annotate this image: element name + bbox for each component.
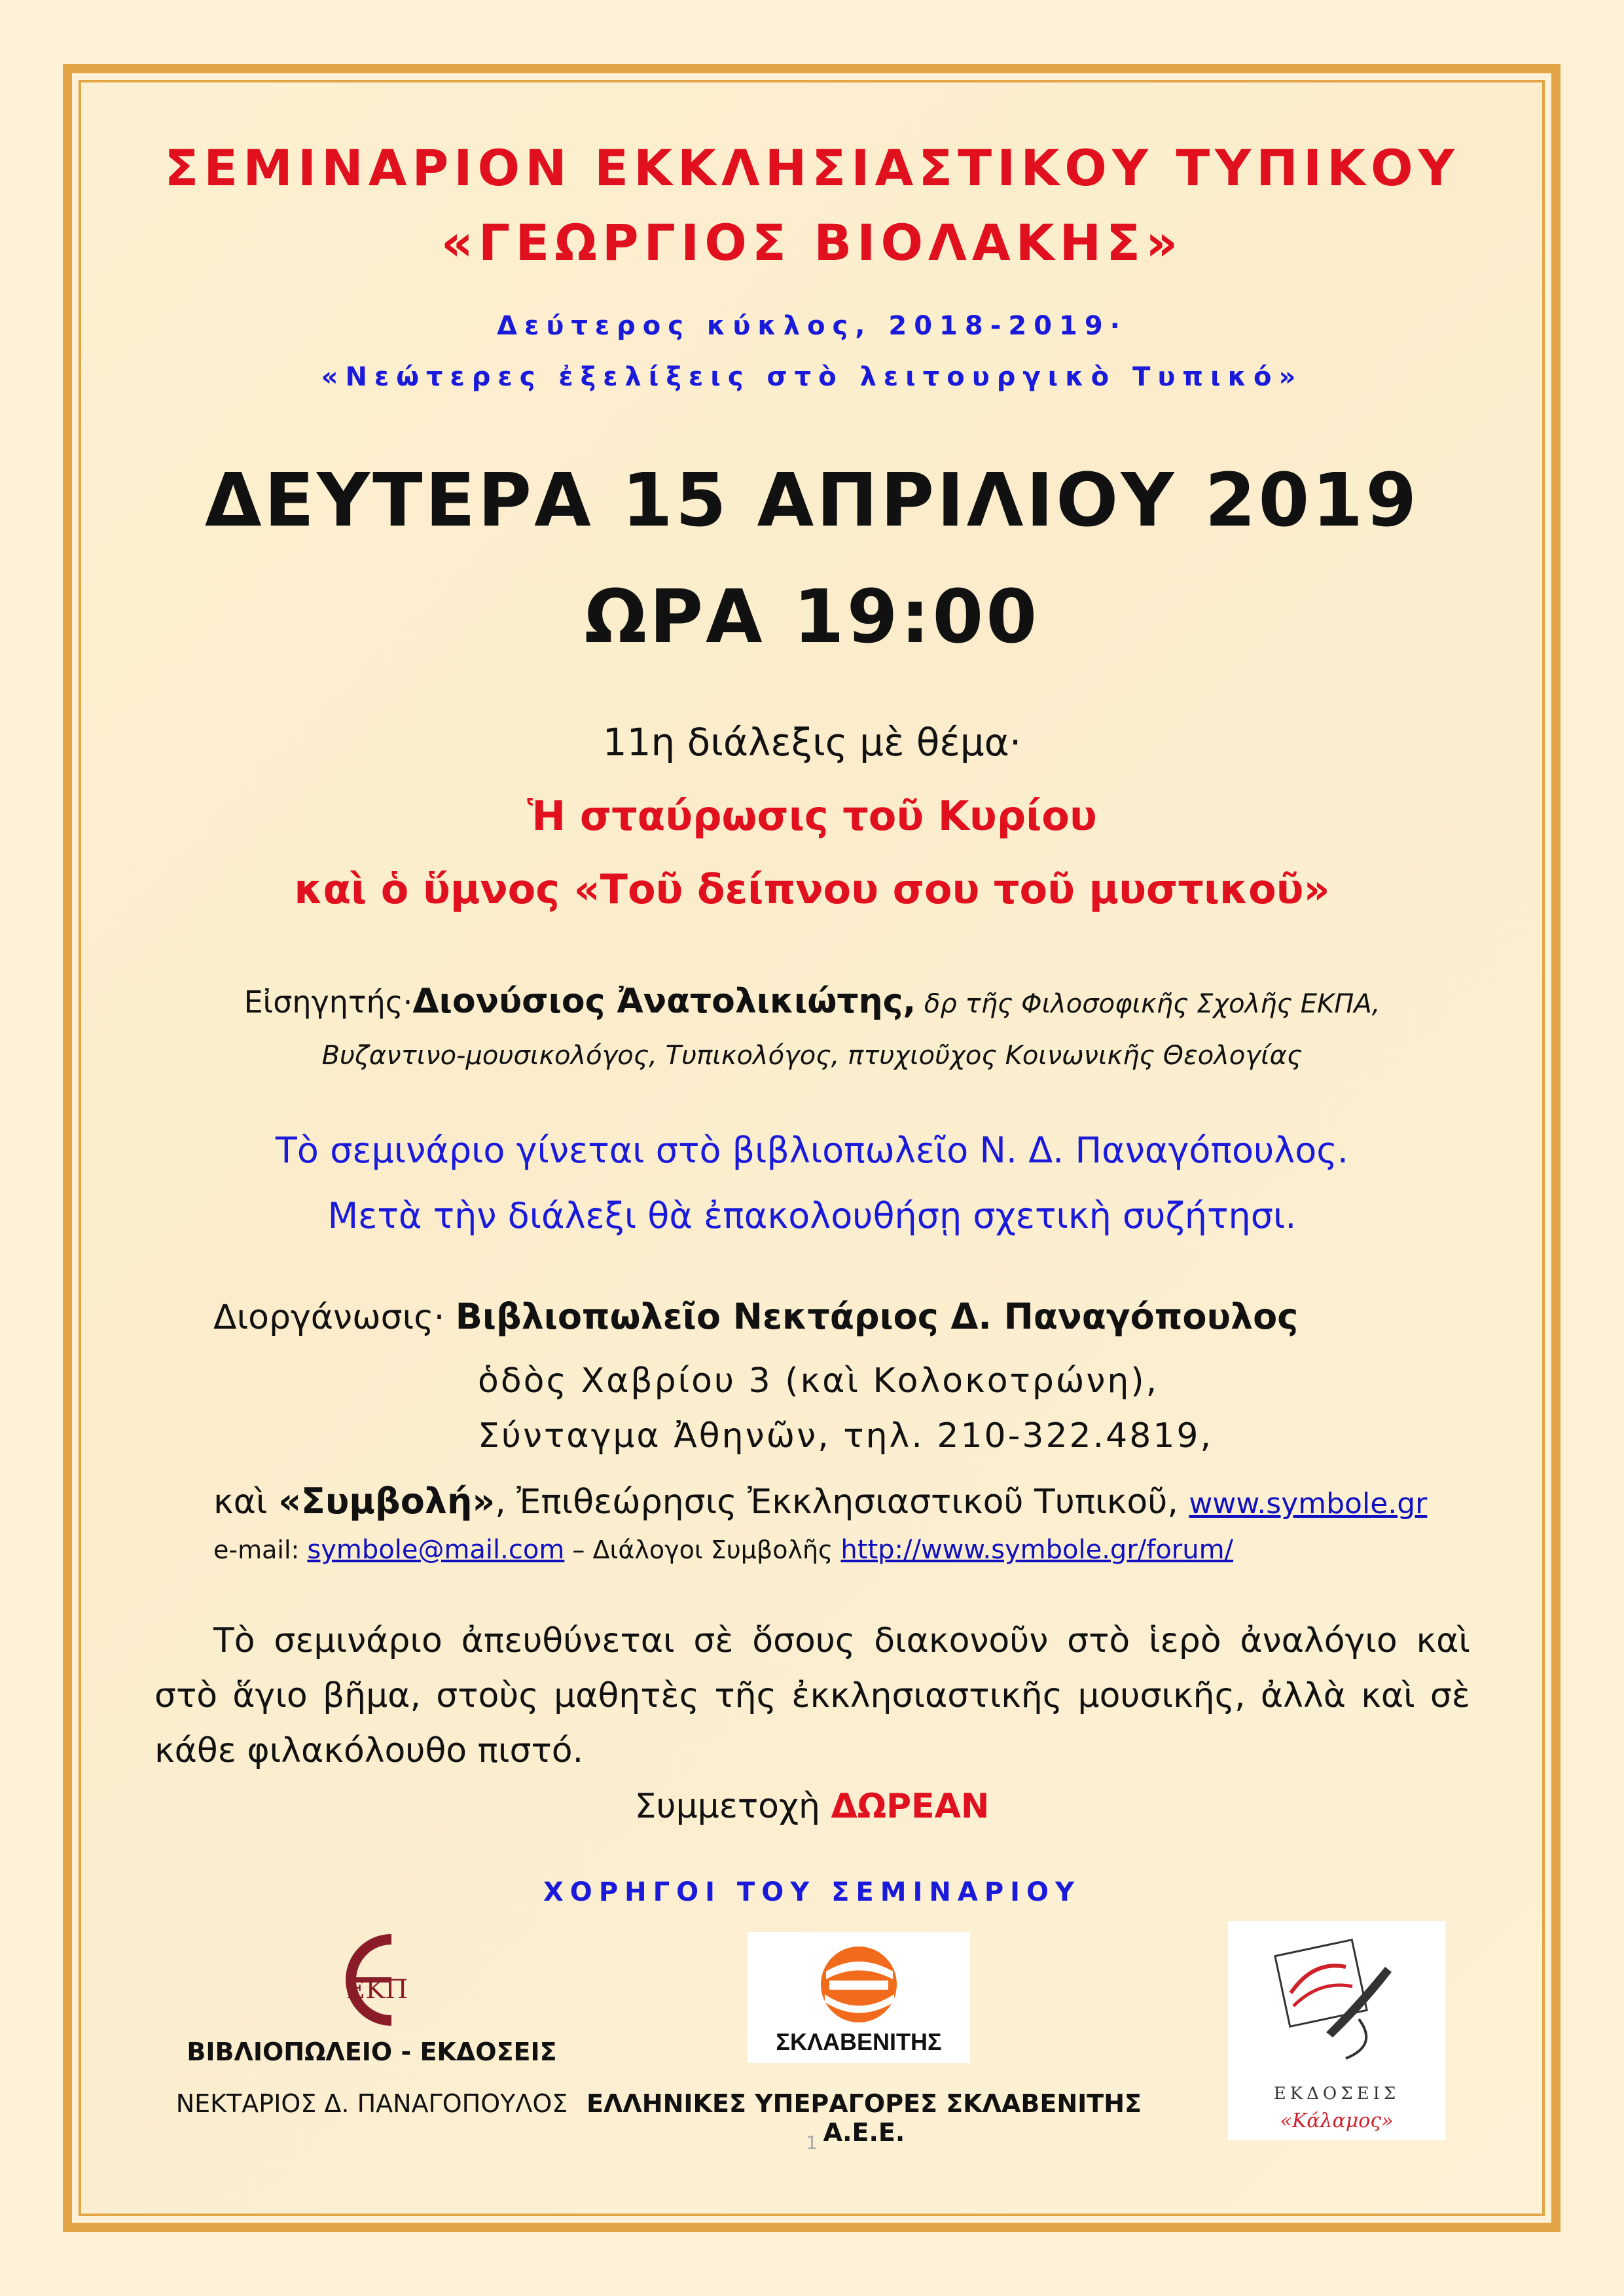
event-time: ΩΡΑ 19:00 [584, 575, 1040, 660]
speaker-desc-2: Βυζαντινο-μουσικολόγος, Τυπικολόγος, πτυχιοῦχος Κοινωνικῆς Θεολογίας [321, 1041, 1303, 1071]
audience-paragraph [154, 1613, 1470, 1778]
organizer-line [213, 1296, 1298, 1337]
contact-line [213, 1535, 1233, 1565]
kalamos-logo [1228, 1921, 1445, 2140]
event-date: ΔΕΥΤΕΡΑ 15 ΑΠΡΙΛΙΟΥ 2019 [204, 458, 1420, 543]
venue-line1: Τὸ σεμινάριο γίνεται στὸ βιβλιοπωλεῖο Ν. Δ. Παναγόπουλος. [275, 1130, 1349, 1171]
symbol-line [213, 1480, 1427, 1522]
lecture-intro: 11η διάλεξις μὲ θέμα· [602, 720, 1022, 764]
sponsors-heading: ΧΟΡΗΓΟΙ ΤΟΥ ΣΕΜΙΝΑΡΙΟΥ [543, 1877, 1081, 1907]
speaker-name: Διονύσιος Ἀνατολικιώτης, [412, 982, 916, 1021]
audience-text: Τὸ σεμινάριο ἀπευθύνεται σὲ ὅσους διακονοῦν στὸ ἱερὸ ἀναλόγιο καὶ στὸ ἅγιο βῆμα, στοὺς μαθητὲς τῆς ἐκκλησιαστικῆς μουσικῆς, ἀλλὰ καὶ σὲ κάθε φιλακόλουθο πιστό. [154, 1621, 1470, 1770]
seminar-name: «ΓΕΩΡΓΙΟΣ ΒΙΟΛΑΚΗΣ» [441, 213, 1183, 272]
lecture-theme-line1: Ἡ σταύρωσις τοῦ Κυρίου [527, 792, 1097, 840]
sponsor1-caption-line1: ΒΙΒΛΙΟΠΩΛΕΙΟ - ΕΚΔΟΣΕΙΣ [187, 2037, 557, 2066]
participation-value: ΔΩΡΕΑΝ [831, 1787, 990, 1826]
forum-link[interactable]: http://www.symbole.gr/forum/ [840, 1535, 1234, 1565]
ekp-logo-text: ΕΚΠ [346, 1975, 408, 2005]
email-link[interactable]: symbole@mail.com [307, 1535, 565, 1565]
organizer-address1: ὁδὸς Χαβρίου 3 (καὶ Κολοκοτρώνη), [478, 1361, 1159, 1401]
seminar-title: ΣΕΜΙΝΑΡΙΟΝ ΕΚΚΛΗΣΙΑΣΤΙΚΟΥ ΤΥΠΙΚΟΥ [164, 139, 1460, 197]
ekp-logo [313, 1928, 431, 2032]
sklavenitis-logo-text: ΣΚΛΑΒΕΝΙΤΗΣ [776, 2028, 942, 2055]
cycle-subtitle: Δεύτερος κύκλος, 2018-2019· [497, 311, 1127, 341]
participation-label: Συμμετοχὴ [634, 1787, 831, 1826]
sponsor2-caption: ΕΛΛΗΝΙΚΕΣ ΥΠΕΡΑΓΟΡΕΣ ΣΚΛΑΒΕΝΙΤΗΣ Α.Ε.Ε. [586, 2089, 1142, 2147]
lecture-theme-line2: καὶ ὁ ὕμνος «Τοῦ δείπνου σου τοῦ μυστικοῦ» [294, 865, 1330, 913]
email-label: e-mail: [213, 1535, 308, 1564]
forum-label: – Διάλογοι Συμβολῆς [564, 1535, 841, 1564]
kalamos-logo-top: ΕΚΔΟΣΕΙΣ [1273, 2084, 1400, 2104]
sklavenitis-logo [748, 1932, 970, 2063]
speaker-label: Εἰσηγητής· [244, 984, 413, 1020]
symbol-desc: , Ἐπιθεώρησις Ἐκκλησιαστικοῦ Τυπικοῦ, [495, 1482, 1189, 1522]
kalamos-logo-bottom: «Κάλαμος» [1280, 2109, 1394, 2132]
organizer-label: Διοργάνωσις· [213, 1298, 445, 1337]
sponsor1-caption-line2: ΝΕΚΤΑΡΙΟΣ Δ. ΠΑΝΑΓΟΠΟΥΛΟΣ [175, 2089, 568, 2118]
speaker-line [0, 982, 1624, 1021]
speaker-desc-1: δρ τῆς Φιλοσοφικῆς Σχολῆς ΕΚΠΑ, [916, 989, 1380, 1019]
cycle-theme: «Νεώτερες ἐξελίξεις στὸ λειτουργικὸ Τυπικό» [321, 362, 1303, 392]
symbol-name: «Συμβολή» [278, 1480, 496, 1522]
venue-line2: Μετὰ τὴν διάλεξι θὰ ἐπακολουθήσῃ σχετικὴ συζήτησι. [327, 1195, 1297, 1236]
organizer-address2: Σύνταγμα Ἀθηνῶν, τηλ. 210-322.4819, [478, 1416, 1214, 1456]
website-link[interactable]: www.symbole.gr [1189, 1487, 1428, 1520]
organizer-name: Βιβλιοπωλεῖο Νεκτάριος Δ. Παναγόπουλος [455, 1296, 1299, 1337]
and-prefix: καὶ [213, 1482, 279, 1522]
participation-line [0, 1787, 1624, 1826]
page-number: 1 [806, 2132, 818, 2153]
